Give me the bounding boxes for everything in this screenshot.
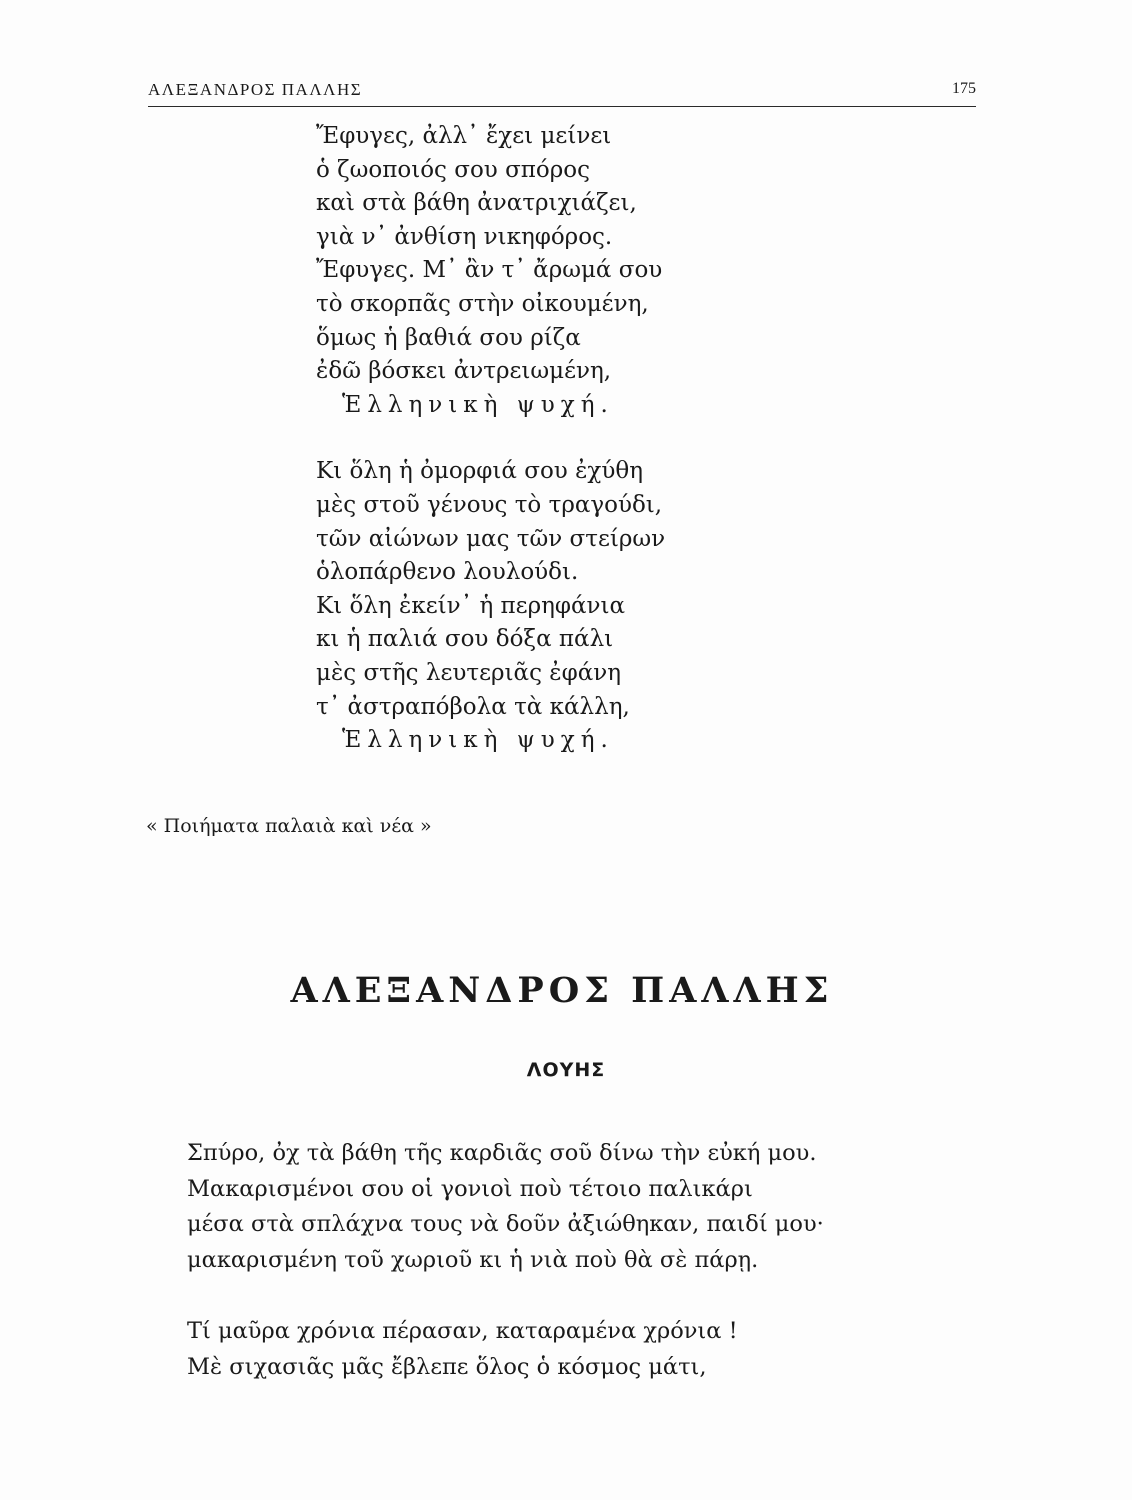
poem-line: ὁ ζωοποιός σου σπόρος [316, 156, 591, 183]
poem-line: Τί μαῦρα χρόνια πέρασαν, καταραμένα χρόνια ! [187, 1318, 738, 1344]
poem-line: τὸ σκορπᾶς στὴν οἰκουμένη, [316, 290, 649, 317]
poem-excerpt [316, 120, 836, 758]
poem-line: Κι ὅλη ἡ ὀμορφιά σου ἐχύθη [316, 458, 643, 485]
poem-line: Κι ὅλη ἐκείν᾿ ἡ περηφάνια [316, 592, 626, 619]
running-title: ΑΛΕΞΑΝΔΡΟΣ ΠΑΛΛΗΣ [148, 80, 363, 99]
poem-line: Σπύρο, ὀχ τὰ βάθη τῆς καρδιᾶς σοῦ δίνω τὴν εὐκή μου. [187, 1140, 817, 1166]
poem-line: Ἔφυγες. Μ᾿ ἂν τ᾿ ἄρωμά σου [316, 257, 663, 284]
poem-line: τ᾿ ἀστραπόβολα τὰ κάλλη, [316, 693, 630, 720]
poem-line: καὶ στὰ βάθη ἀνατριχιάζει, [316, 190, 637, 217]
running-header [148, 76, 976, 107]
poem-line: Μακαρισμένοι σου οἱ γονιοὶ ποὺ τέτοιο παλικάρι [187, 1175, 753, 1202]
poem-line: τῶν αἰώνων μας τῶν στείρων [316, 525, 666, 552]
poem-body [187, 1136, 947, 1385]
poem-line: μὲς στῆς λευτεριᾶς ἐφάνη [316, 659, 621, 686]
poem-line: Μὲ σιχασιᾶς μᾶς ἔβλεπε ὅλος ὁ κόσμος μάτι, [187, 1353, 707, 1380]
poem-line: μακαρισμένη τοῦ χωριοῦ κι ἡ νιὰ ποὺ θὰ σὲ πάρῃ. [187, 1246, 759, 1273]
poem-line: γιὰ ν᾿ ἀνθίση νικηφόρος. [316, 223, 613, 250]
poem-refrain: Ἑλληνικὴ ψυχή. [342, 727, 614, 754]
poem-line: μὲς στοῦ γένους τὸ τραγούδι, [316, 491, 663, 518]
poem-line: μέσα στὰ σπλάχνα τους νὰ δοῦν ἀξιώθηκαν, παιδί μου· [187, 1211, 824, 1237]
poem-source: « Ποιήματα παλαιὰ καὶ νέα » [146, 815, 432, 837]
poem-refrain: Ἑλληνικὴ ψυχή. [342, 391, 614, 418]
poem-title: ΛΟΥΗΣ [526, 1059, 606, 1081]
poem-line: ἐδῶ βόσκει ἀντρειωμένη, [316, 358, 612, 385]
author-heading [0, 970, 1132, 1011]
poem-line: ὁλοπάρθενο λουλούδι. [316, 559, 579, 586]
author-name: ΑΛΕΞΑΝΔΡΟΣ ΠΑΛΛΗΣ [290, 970, 834, 1011]
poem-line: ὅμως ἡ βαθιά σου ρίζα [316, 324, 581, 351]
stanza-break [187, 1278, 947, 1314]
poem-line: Ἔφυγες, ἀλλ᾿ ἔχει μείνει [316, 123, 612, 149]
page-number: 175 [952, 80, 976, 97]
poem-line: κι ἡ παλιά σου δόξα πάλι [316, 626, 614, 653]
stanza-break [316, 422, 836, 455]
